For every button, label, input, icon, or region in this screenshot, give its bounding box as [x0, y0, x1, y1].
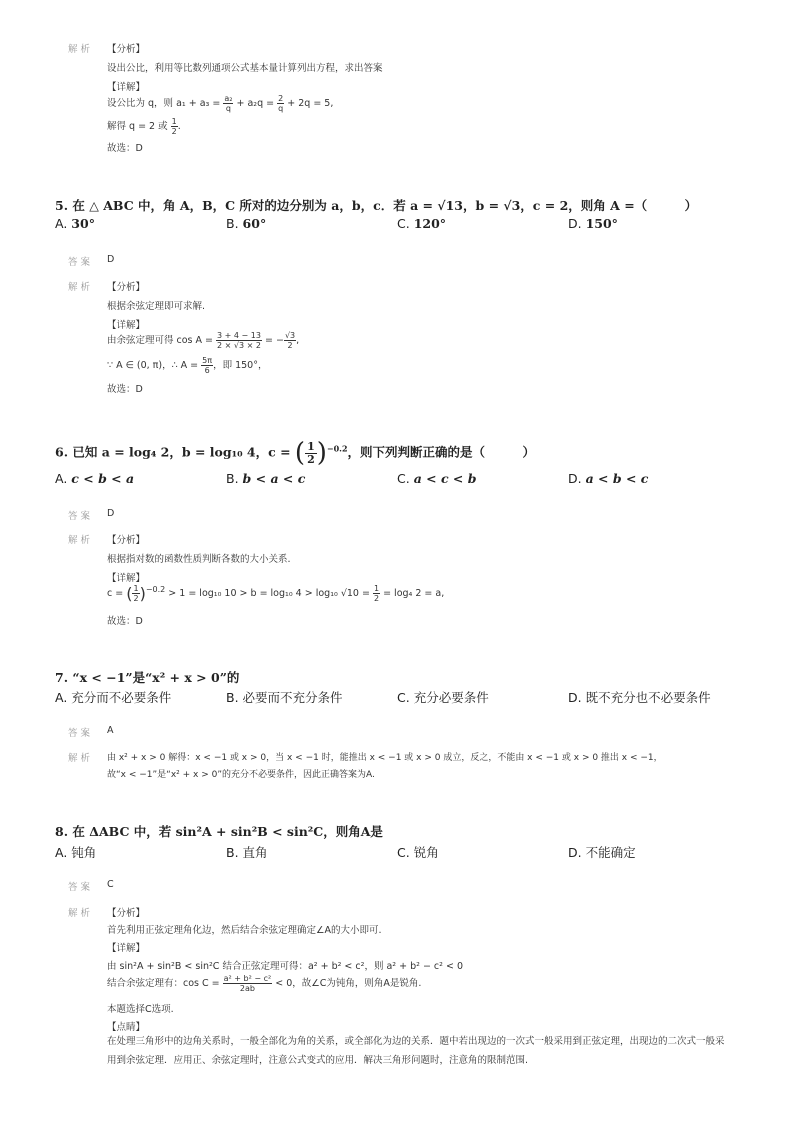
paren-close: )	[316, 438, 327, 468]
question-stem: 8. 在 ΔABC 中，若 sin²A + sin²B < sin²C，则角A是	[55, 824, 383, 839]
fraction-denominator: 2	[133, 594, 139, 603]
solution-text: 由余弦定理可得 cos A =	[107, 335, 217, 346]
option-c	[397, 688, 489, 706]
fraction	[132, 584, 139, 603]
daan-tag: 答案	[68, 728, 94, 739]
jiexi-tag: 解析	[68, 535, 94, 546]
solution-text: ,	[296, 335, 300, 346]
fraction-numerator: 1	[133, 584, 139, 593]
jiexi-tag: 解析	[68, 44, 94, 55]
paren-open: (	[126, 584, 133, 603]
solution-line: 由 x² + x > 0 解得：x < −1 或 x > 0，当 x < −1 时，能推出 x < −1 或 x > 0 成立，反之，不能由 x < −1 或 x > 0 推出 x < −1，	[107, 753, 663, 763]
option-letter: A.	[55, 845, 68, 860]
option-letter: A.	[55, 690, 68, 705]
option-d	[568, 688, 711, 706]
solution-text: + a₂q =	[233, 98, 278, 109]
guxuan-line: 故选：D	[107, 616, 143, 627]
dianjing-text: 在处理三角形中的边角关系时，一般全部化为角的关系，或全部化为边的关系．题中若出现边的一次式一般采用到正弦定理，出现边的二次式一般采用到余弦定理．应用正、余弦定理时，注意公式变式的应用．解决三角形问题时，注意角的限制范围.	[107, 1036, 725, 1066]
solution-text: 结合余弦定理有：cos C =	[107, 978, 223, 989]
option-value: 既不充分也不必要条件	[585, 690, 711, 705]
daan-tag: 答案	[68, 511, 94, 522]
fraction-denominator: 2	[373, 594, 380, 603]
fraction-denominator: 6	[204, 366, 210, 375]
solution-text: + 2q = 5,	[284, 98, 334, 109]
fraction	[223, 974, 273, 993]
solution-text: > 1 = log₁₀ 10 > b = log₁₀ 4 > log₁₀ √10 =	[165, 588, 373, 599]
fraction-denominator: q	[225, 104, 231, 113]
option-value: 钝角	[71, 845, 97, 860]
option-value: 充分必要条件	[413, 690, 489, 705]
option-letter: C.	[397, 216, 410, 231]
stem-text: ，则下列判断正确的是（ ）	[347, 444, 536, 460]
fraction-numerator: √3	[284, 331, 296, 340]
solution-text: ∵ A ∈ (0, π)，∴ A =	[107, 360, 202, 371]
option-letter: D.	[568, 216, 582, 231]
option-a	[55, 471, 134, 486]
option-letter: B.	[226, 216, 239, 231]
option-letter: A.	[55, 216, 68, 231]
solution-text: = −	[261, 335, 284, 346]
fraction-numerator: a² + b² − c²	[223, 974, 272, 983]
option-a	[55, 688, 171, 706]
answer-value: C	[107, 879, 114, 890]
solution-text: = log₄ 2 = a,	[380, 588, 445, 599]
fenxi-heading: 【分析】	[107, 535, 146, 546]
paren-open: (	[294, 438, 306, 468]
option-b	[226, 843, 268, 861]
option-letter: C.	[397, 690, 410, 705]
solution-text: ，即 150°，	[213, 360, 268, 371]
exponent: −0.2	[326, 443, 348, 454]
fraction-numerator: 1	[373, 584, 380, 593]
fraction-denominator: 2	[307, 452, 315, 466]
fraction	[305, 441, 317, 466]
question-stem: 5. 在 △ ABC 中，角 A，B，C 所对的边分别为 a，b，c．若 a = √13，b = √3，c = 2，则角 A =（ ）	[55, 198, 698, 213]
fenxi-text: 首先利用正弦定理角化边，然后结合余弦定理确定∠A的大小即可.	[107, 925, 382, 936]
guxuan-line: 故选：D	[107, 143, 143, 154]
option-value: 不能确定	[585, 845, 636, 860]
option-b	[226, 688, 343, 706]
fraction-numerator: 5π	[202, 356, 213, 365]
option-letter: C.	[397, 471, 410, 486]
option-letter: B.	[226, 690, 239, 705]
fraction-denominator: 2 × √3 × 2	[217, 341, 261, 350]
fenxi-heading: 【分析】	[107, 908, 146, 919]
fenxi-text: 根据余弦定理即可求解.	[107, 301, 206, 312]
xiangjie-heading: 【详解】	[107, 320, 146, 331]
fenxi-heading: 【分析】	[107, 282, 146, 293]
solution-text: < 0，故∠C为钝角，则角A是锐角.	[272, 978, 422, 989]
jiexi-tag: 解析	[68, 753, 94, 764]
guxuan-line: 故选：D	[107, 384, 143, 395]
option-d	[568, 216, 618, 231]
xiangjie-heading: 【详解】	[107, 82, 146, 93]
option-value: 60°	[242, 216, 267, 231]
fraction-numerator: a₂	[224, 94, 233, 103]
fraction-denominator: 2	[171, 127, 177, 136]
option-value: c < b < a	[71, 471, 135, 486]
solution-line	[107, 331, 299, 350]
solution-line: 由 sin²A + sin²B < sin²C 结合正弦定理可得：a² + b² < c²，则 a² + b² − c² < 0	[107, 961, 464, 972]
solution-text: .	[177, 121, 181, 132]
daan-tag: 答案	[68, 882, 94, 893]
fraction-denominator: q	[278, 104, 284, 113]
daan-tag: 答案	[68, 257, 94, 268]
fraction	[373, 584, 380, 603]
option-value: 120°	[413, 216, 447, 231]
fraction-numerator: 1	[171, 117, 177, 126]
fraction-numerator: 3 + 4 − 13	[217, 331, 261, 340]
option-value: 150°	[585, 216, 618, 231]
option-letter: C.	[397, 845, 410, 860]
solution-line	[107, 117, 181, 136]
option-letter: D.	[568, 471, 582, 486]
fraction	[223, 94, 233, 113]
solution-line: 故“x < −1”是“x² + x > 0”的充分不必要条件，因此正确答案为A.	[107, 770, 375, 780]
option-letter: B.	[226, 471, 239, 486]
solution-line: 本题选择C选项.	[107, 1004, 174, 1015]
fraction	[216, 331, 262, 350]
option-b	[226, 471, 305, 486]
option-c	[397, 216, 446, 231]
jiexi-tag: 解析	[68, 908, 94, 919]
solution-line	[107, 584, 444, 603]
option-value: 必要而不充分条件	[242, 690, 343, 705]
question-stem	[55, 438, 535, 468]
option-value: a < c < b	[413, 471, 477, 486]
exponent: −0.2	[145, 584, 166, 594]
fenxi-heading: 【分析】	[107, 44, 146, 55]
option-value: b < a < c	[242, 471, 306, 486]
option-letter: B.	[226, 845, 239, 860]
option-c	[397, 843, 439, 861]
answer-value: A	[107, 725, 114, 736]
solution-text: 设公比为 q，则 a₁ + a₃ =	[107, 98, 224, 109]
option-value: 直角	[242, 845, 268, 860]
answer-value: D	[107, 508, 115, 519]
option-a	[55, 843, 96, 861]
option-c	[397, 471, 477, 486]
solution-line	[107, 356, 267, 375]
stem-text: 6. 已知 a = log₄ 2，b = log₁₀ 4，c =	[55, 444, 295, 460]
fraction	[201, 356, 213, 375]
answer-value: D	[107, 254, 115, 265]
fenxi-text: 设出公比，利用等比数列通项公式基本量计算列出方程，求出答案	[107, 63, 383, 74]
fraction-denominator: 2ab	[239, 984, 255, 993]
fraction	[171, 117, 178, 136]
jiexi-tag: 解析	[68, 282, 94, 293]
dianjing-heading: 【点睛】	[107, 1022, 146, 1033]
option-letter: D.	[568, 690, 582, 705]
option-a	[55, 216, 95, 231]
option-value: 锐角	[413, 845, 439, 860]
question-stem: 7. “x < −1”是“x² + x > 0”的	[55, 670, 240, 685]
option-value: 30°	[71, 216, 95, 231]
solution-line	[107, 94, 333, 113]
solution-text: 解得 q = 2 或	[107, 121, 171, 132]
fenxi-text: 根据指对数的函数性质判断各数的大小关系.	[107, 554, 291, 565]
fraction	[284, 331, 296, 350]
option-d	[568, 471, 648, 486]
xiangjie-heading: 【详解】	[107, 943, 146, 954]
fraction-numerator: 2	[278, 94, 284, 103]
solution-line	[107, 974, 421, 993]
xiangjie-heading: 【详解】	[107, 573, 146, 584]
option-value: 充分而不必要条件	[71, 690, 172, 705]
option-letter: D.	[568, 845, 582, 860]
option-d	[568, 843, 636, 861]
solution-text: c =	[107, 588, 127, 599]
paren-close: )	[139, 584, 146, 603]
fraction-numerator: 1	[307, 439, 315, 453]
option-value: a < b < c	[585, 471, 649, 486]
option-b	[226, 216, 266, 231]
option-letter: A.	[55, 471, 68, 486]
fraction-denominator: 2	[287, 341, 293, 350]
